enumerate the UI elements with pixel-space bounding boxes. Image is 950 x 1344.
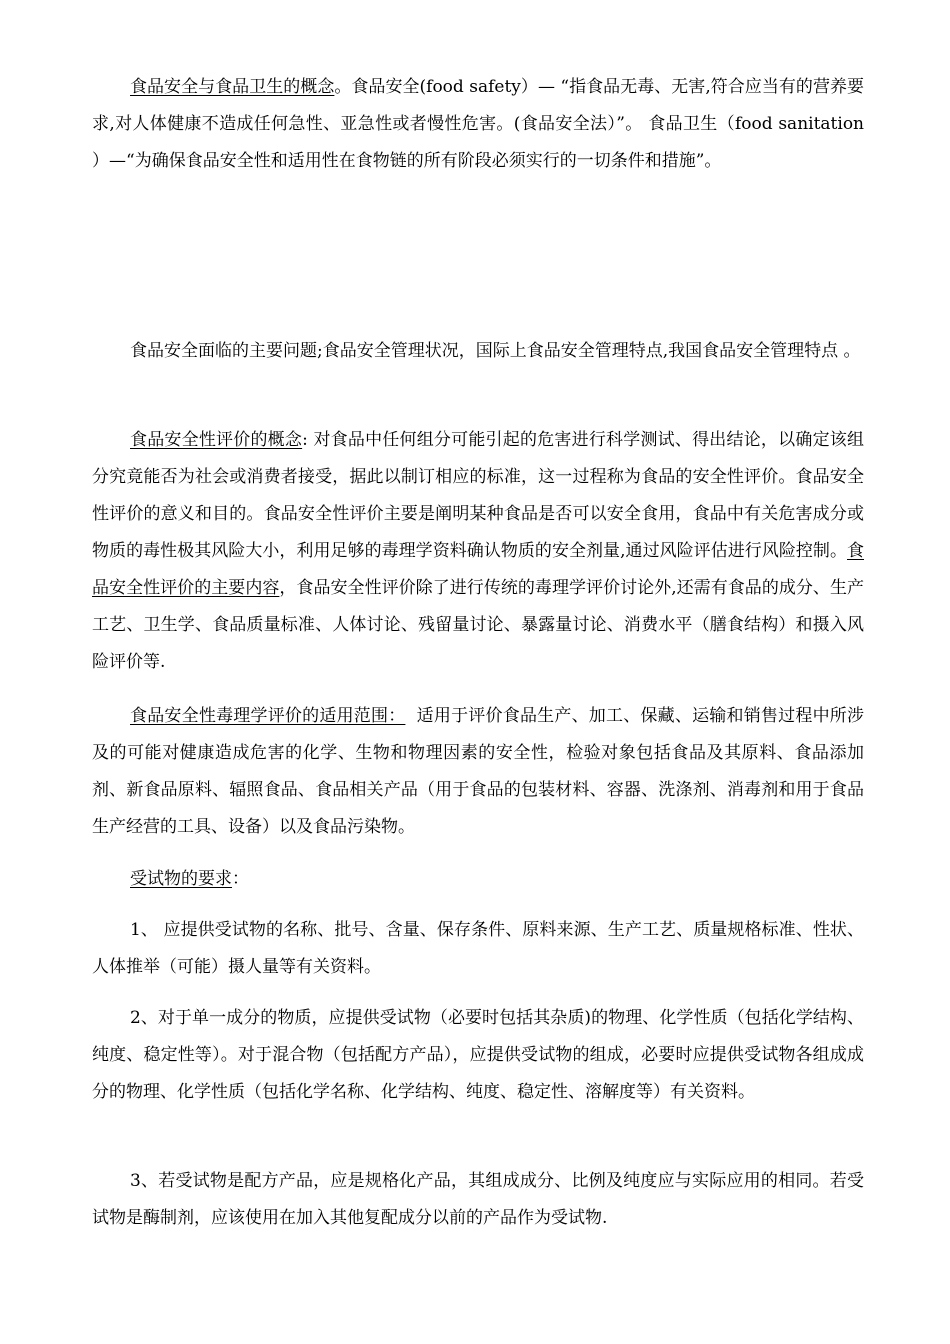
list-item-requirement-3 <box>92 1163 864 1237</box>
paragraph-text: 。食品安全(food safety）— “指食品无毒、无害,符合应当有的营养要求,对人体健康不造成任何急性、亚急性或者慢性危害。(食品安全法）”。 食品卫生（food sanitation ）—“为确保食品安全性和适用性在食物链的所有阶段必须实行的一切条件和措施”。 <box>92 77 865 171</box>
heading-safety-evaluation-concept: 食品安全性评价的概念 <box>130 430 303 450</box>
paragraph-test-substance-requirements <box>92 861 864 898</box>
paragraph-text: 2、对于单一成分的物质，应提供受试物（必要时包括其杂质)的物理、化学性质（包括化学结构、纯度、稳定性等）。对于混合物（包括配方产品），应提供受试物的组成，必要时应提供受试物各组成成分的物理、化学性质（包括化学名称、化学结构、纯度、稳定性、溶解度等）有关资料。 <box>92 1008 864 1102</box>
list-item-requirement-2 <box>92 1000 864 1111</box>
heading-toxicology-scope: 食品安全性毒理学评价的适用范围： <box>130 706 406 726</box>
paragraph-safety-evaluation-concept <box>92 422 864 681</box>
paragraph-text: : 对食品中任何组分可能引起的危害进行科学测试、得出结论，以确定该组分究竟能否为社会或消费者接受，据此以制订相应的标准，这一过程称为食品的安全性评价。食品安全性评价的意义和目的。食品安全性评价主要是阐明某种食品是否可以安全食用，食品中有关危害成分或物质的毒性极其风险大小，利用足够的毒理学资料确认物质的安全剂量,通过风险评估进行风险控制。 <box>92 430 864 561</box>
paragraph-text: 适用于评价食品生产、加工、保藏、运输和销售过程中所涉及的可能对健康造成危害的化学、生物和物理因素的安全性，检验对象包括食品及其原料、食品添加剂、新食品原料、辐照食品、食品相关产品（用于食品的包装材料、容器、洗涤剂、消毒剂和用于食品生产经营的工具、设备）以及食品污染物。 <box>92 706 864 837</box>
list-item-requirement-1 <box>92 912 864 986</box>
paragraph-text: ： <box>232 869 249 889</box>
heading-food-safety-concept: 食品安全与食品卫生的概念 <box>130 77 335 97</box>
heading-test-substance-requirements: 受试物的要求 <box>130 869 232 889</box>
paragraph-toxicology-scope <box>92 698 864 846</box>
paragraph-main-issues <box>92 333 864 370</box>
paragraph-food-safety-concept <box>92 69 864 180</box>
paragraph-text: 1、 应提供受试物的名称、批号、含量、保存条件、原料来源、生产工艺、质量规格标准、性状、人体推举（可能）摄人量等有关资料。 <box>92 920 864 977</box>
paragraph-text: ，食品安全性评价除了进行传统的毒理学评价讨论外,还需有食品的成分、生产工艺、卫生学、食品质量标准、人体讨论、残留量讨论、暴露量讨论、消费水平（膳食结构）和摄入风险评价等. <box>92 578 864 672</box>
paragraph-text: 3、若受试物是配方产品，应是规格化产品，其组成成分、比例及纯度应与实际应用的相同。若受试物是酶制剂，应该使用在加入其他复配成分以前的产品作为受试物. <box>92 1171 864 1228</box>
paragraph-text: 食品安全面临的主要问题;食品安全管理状况，国际上食品安全管理特点,我国食品安全管理特点 。 <box>130 341 861 361</box>
heading-safety-evaluation-content: 食品安全性评价的主要内容 <box>92 541 864 598</box>
